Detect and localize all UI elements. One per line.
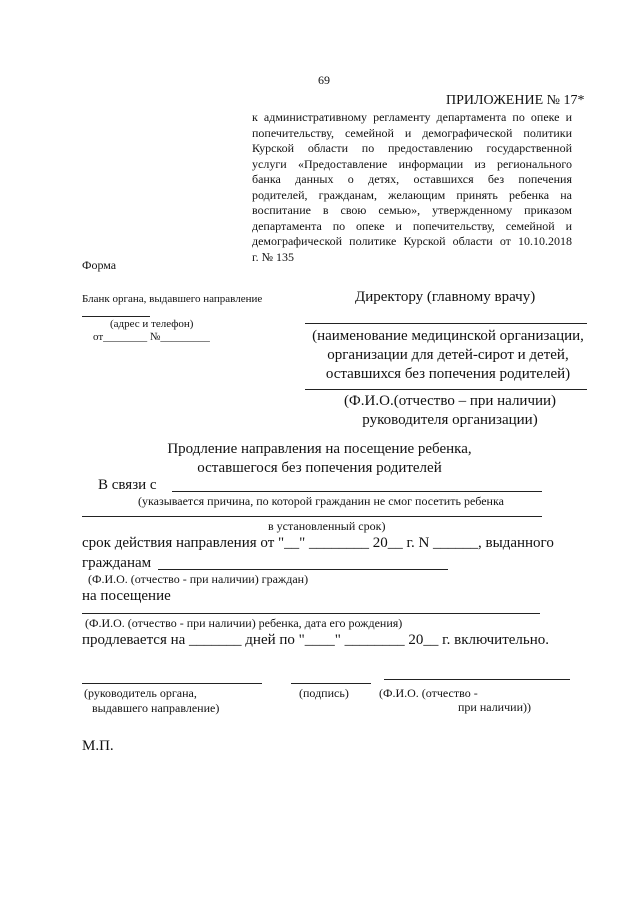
citizens-caption: (Ф.И.О. (отчество - при наличии) граждан) (88, 572, 309, 586)
appendix-line: попечительству, семейной и демографической политики (252, 125, 572, 140)
head-signature-line (82, 683, 262, 684)
title-line: оставшегося без попечения родителей (197, 460, 442, 476)
addressee-org-line (305, 323, 587, 324)
sign-caption: (подпись) (299, 686, 349, 700)
fio-signature-line (384, 679, 570, 680)
issuer-address-label: (адрес и телефон) (110, 318, 194, 330)
fio-caption-1: (Ф.И.О. (отчество - (379, 686, 478, 700)
citizens-label: гражданам (82, 555, 152, 571)
appendix-line: департамента по опеке и попечительству, семейной и (252, 218, 572, 233)
caption-line: (наименование медицинской организации, (312, 328, 584, 344)
form-label: Форма (82, 258, 117, 272)
caption-line: руководителя организации) (362, 412, 538, 428)
reason-caption-1: (указывается причина, по которой гражданин не смог посетить ребенка (138, 494, 504, 508)
appendix-text (252, 110, 572, 265)
reason-caption-2: в установленный срок) (268, 519, 386, 533)
fio-caption-2: при наличии)) (458, 700, 531, 714)
issuer-blank-label: Бланк органа, выдавшего направление (82, 293, 263, 305)
head-caption-2: выдавшего направление) (92, 701, 220, 715)
stamp-label: М.П. (82, 738, 114, 754)
caption-line: оставшихся без попечения родителей) (325, 366, 571, 382)
appendix-line: банка данных о детях, оставшихся без попечения (252, 172, 572, 186)
reason-line-2 (82, 516, 542, 517)
appendix-line: родителей, гражданам, желающим принять ребенка на (252, 187, 572, 202)
title-line: Продление направления на посещение ребенка, (167, 441, 472, 457)
term-text: срок действия направления от "__" ________ 20__ г. N ______, выданного (82, 535, 554, 551)
appendix-line: услуги «Предоставление информации из регионального (252, 156, 572, 171)
document-title (0, 440, 639, 478)
child-caption: (Ф.И.О. (отчество - при наличии) ребенка, дата его рождения) (85, 616, 403, 630)
reason-lead: В связи с (98, 477, 157, 493)
visit-label: на посещение (82, 588, 171, 604)
page-number: 69 (318, 73, 330, 87)
extended-text: продлевается на _______ дней по "____" ________ 20__ г. включительно. (82, 632, 550, 648)
appendix-line: воспитание в свою семью», утвержденному приказом (252, 203, 572, 217)
head-caption-1: (руководитель органа, (84, 686, 197, 700)
appendix-line: Курской области по предоставлению государственной (252, 141, 572, 155)
issuer-date-ref: от________ №_________ (93, 331, 210, 343)
issuer-line (82, 316, 150, 317)
caption-line: организации для детей-сирот и детей, (327, 347, 569, 363)
sign-line (291, 683, 371, 684)
appendix-line: к административному регламенту департамента по опеке и (252, 110, 572, 124)
addressee-fio-line (305, 389, 587, 390)
reason-line-1 (172, 491, 542, 492)
appendix-line: демографической политике Курской области от 10.10.2018 (252, 234, 572, 248)
caption-line: (Ф.И.О.(отчество – при наличии) (343, 393, 557, 409)
addressee-org-caption (305, 327, 591, 384)
addressee-fio-caption (305, 392, 595, 430)
citizens-line (158, 569, 448, 570)
addressee-title: Директору (главному врачу) (355, 289, 536, 305)
appendix-title: ПРИЛОЖЕНИЕ № 17* (446, 93, 585, 108)
child-line (82, 613, 540, 614)
appendix-line: г. № 135 (252, 249, 295, 264)
